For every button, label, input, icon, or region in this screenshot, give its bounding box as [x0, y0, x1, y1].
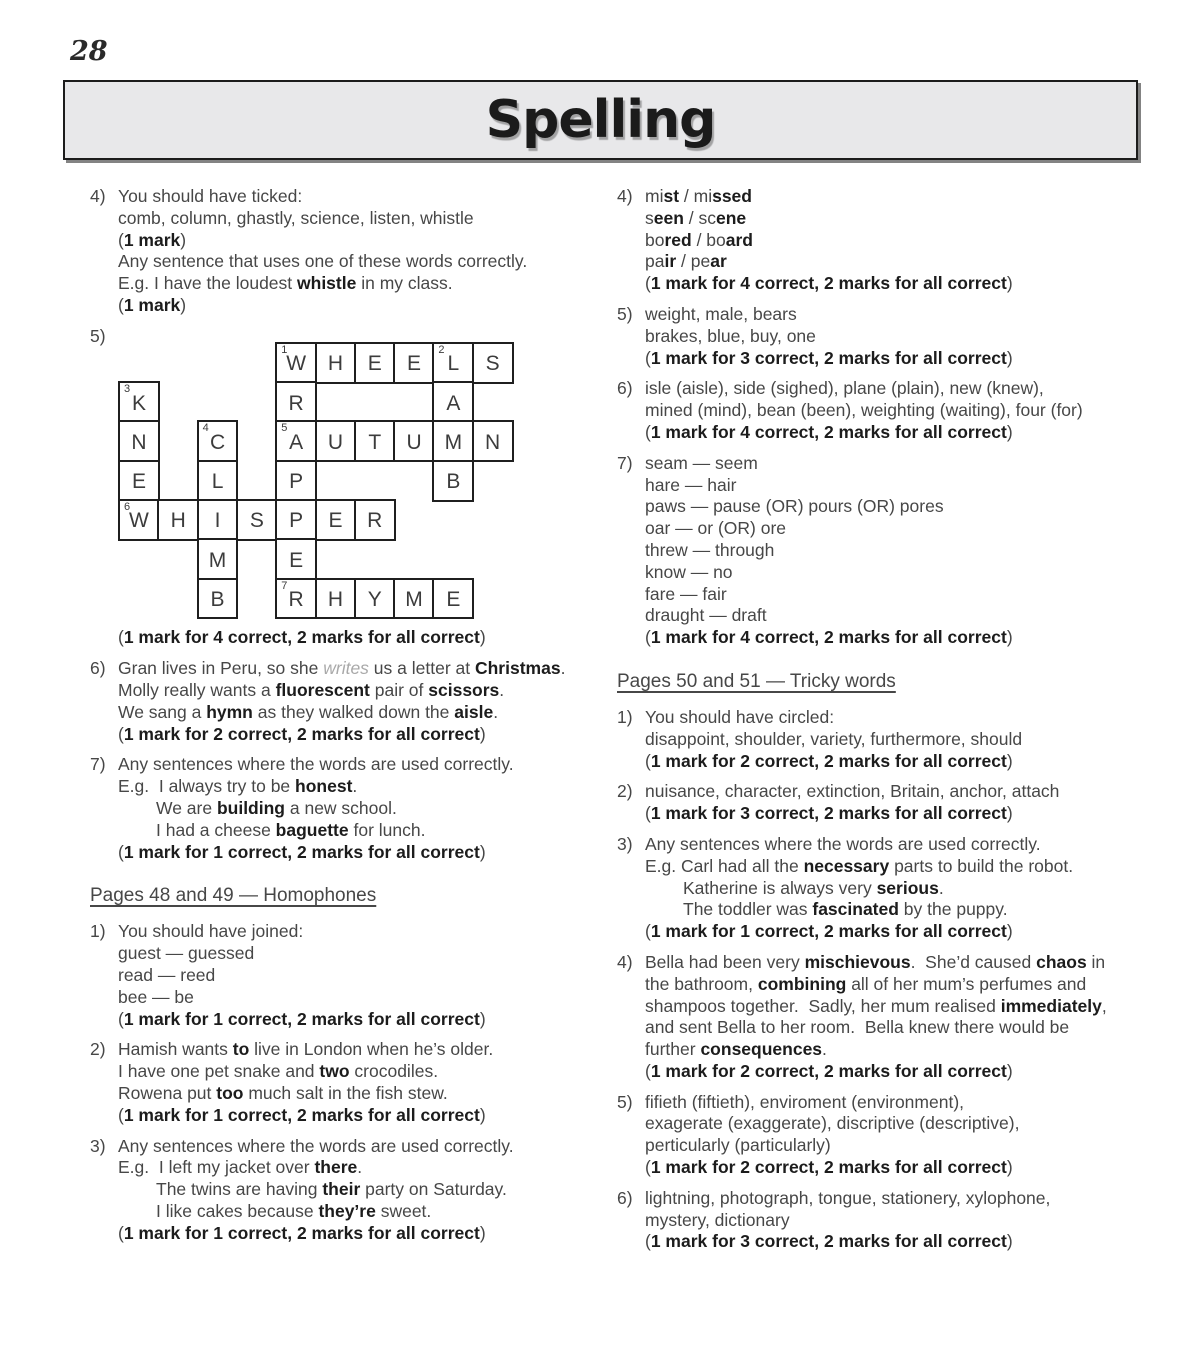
answer-item: [617, 952, 1140, 1083]
item-body: [118, 186, 598, 317]
crossword-cell: [197, 538, 239, 580]
item-number: 4): [617, 186, 633, 206]
answer-item: [617, 1092, 1140, 1179]
marks-line: (1 mark): [118, 294, 187, 315]
answer-line: seen / scene: [645, 207, 747, 228]
answer-line: Any sentence that uses one of these words correctly.: [118, 251, 528, 272]
crossword-cell: [315, 499, 357, 541]
answer-line: disappoint, shoulder, variety, furthermore, should: [645, 728, 1023, 749]
section-heading: Pages 50 and 51 — Tricky words: [617, 670, 896, 692]
crossword-cell: [236, 499, 278, 541]
item-body: [118, 921, 598, 1030]
crossword-cell: [118, 499, 160, 541]
crossword-letter: E: [289, 548, 304, 572]
crossword-letter: E: [407, 352, 422, 376]
answer-line: Any sentences where the words are used correctly.: [118, 1135, 514, 1156]
answer-line: pair / pear: [645, 251, 727, 272]
crossword-cell: [275, 538, 317, 580]
item-body: [645, 707, 1140, 772]
crossword-letter: T: [368, 430, 382, 454]
item-number: 6): [90, 658, 106, 679]
crossword-cell: [354, 420, 396, 462]
answer-line: You should have circled:: [645, 706, 835, 727]
answer-line: mystery, dictionary: [645, 1209, 790, 1230]
answer-line: I have one pet snake and two crocodiles.: [118, 1061, 439, 1082]
crossword-letter: I: [214, 509, 221, 533]
crossword-cell: [118, 381, 160, 423]
right-column: [617, 186, 1140, 1262]
item-number: 3): [90, 1135, 106, 1156]
crossword-letter: S: [485, 352, 500, 376]
answer-line: I had a cheese baguette for lunch.: [156, 819, 426, 840]
marks-line: (1 mark for 2 correct, 2 marks for all correct): [645, 1060, 1013, 1081]
item-body: [118, 658, 598, 745]
item-body: [645, 453, 1140, 649]
answer-line: We are building a new school.: [156, 798, 397, 819]
answer-line: The toddler was fascinated by the puppy.: [683, 899, 1008, 920]
answer-line: I like cakes because they’re sweet.: [156, 1201, 432, 1221]
marks-line: (1 mark for 1 correct, 2 marks for all correct): [118, 841, 486, 862]
crossword-cell: [275, 381, 317, 423]
item-number: 5): [617, 1091, 633, 1112]
marks-line: (1 mark for 3 correct, 2 marks for all correct): [645, 347, 1013, 368]
item-number: 2): [617, 781, 633, 802]
answer-line: bored / board: [645, 229, 753, 250]
item-number: 1): [90, 921, 106, 942]
crossword-cell: [432, 342, 474, 384]
crossword-cell: [275, 342, 317, 384]
crossword-cell: [157, 499, 199, 541]
marks-line: (1 mark for 4 correct, 2 marks for all correct): [645, 627, 1013, 648]
answer-line: Bella had been very mischievous. She’d caused chaos in: [645, 951, 1106, 972]
item-number: 3): [617, 833, 633, 854]
item-number: 1): [617, 706, 633, 727]
marks-line: (1 mark for 2 correct, 2 marks for all correct): [118, 723, 486, 744]
crossword-letter: P: [289, 470, 304, 494]
answer-line: fare — fair: [645, 583, 727, 604]
crossword-cell: [275, 499, 317, 541]
crossword-cell: [432, 381, 474, 423]
answer-item: [617, 453, 1140, 649]
crossword-cell: [432, 578, 474, 620]
item-body: [645, 1188, 1140, 1253]
crossword-letter: A: [289, 430, 304, 454]
item-body: [645, 186, 1140, 295]
item-body: [645, 1092, 1140, 1179]
crossword-letter: A: [446, 391, 461, 415]
answer-line: Gran lives in Peru, so she writes us a letter at Christmas.: [118, 658, 566, 679]
answer-line: guest — guessed: [118, 943, 255, 964]
answer-item: [90, 754, 598, 863]
answer-line: mist / missed: [645, 186, 752, 206]
answer-line: comb, column, ghastly, science, listen, whistle: [118, 207, 474, 228]
crossword-letter: N: [485, 430, 501, 454]
marks-line: (1 mark for 2 correct, 2 marks for all correct): [645, 1157, 1013, 1178]
answer-line: Molly really wants a fluorescent pair of scissors.: [118, 680, 505, 701]
answer-line: oar — or (OR) ore: [645, 518, 786, 539]
page-number: 28: [70, 36, 108, 67]
item-body: [645, 834, 1140, 943]
crossword-letter: B: [446, 470, 461, 494]
crossword-cell: [393, 420, 435, 462]
answer-line: Any sentences where the words are used correctly.: [118, 754, 514, 775]
crossword-cell: [315, 342, 357, 384]
crossword-letter: L: [447, 352, 460, 376]
left-column: [90, 186, 598, 1262]
crossword-letter: S: [249, 509, 264, 533]
crossword-letter: U: [327, 430, 344, 454]
answer-line: lightning, photograph, tongue, stationery, xylophone,: [645, 1187, 1051, 1208]
crossword-cell: [315, 578, 357, 620]
answer-item: [90, 658, 598, 745]
answer-item: [617, 304, 1140, 369]
answer-item: [617, 186, 1140, 295]
answer-item: [617, 1188, 1140, 1253]
crossword-cell: [275, 420, 317, 462]
crossword-cell: [275, 578, 317, 620]
crossword-letter: R: [367, 509, 383, 533]
crossword-clue-number: 5: [281, 422, 288, 435]
faded-word: writes: [323, 658, 369, 679]
marks-line: (1 mark for 4 correct, 2 marks for all correct): [645, 273, 1013, 294]
page-title: Spelling: [485, 90, 716, 150]
item-body: [645, 304, 1140, 369]
crossword-cell: [472, 342, 514, 384]
crossword-cell: [354, 499, 396, 541]
answer-line: and sent Bella to her room. Bella knew there would be: [645, 1017, 1070, 1038]
answer-line: bee — be: [118, 986, 194, 1007]
crossword-cell: [118, 460, 160, 502]
marks-line: (1 mark for 4 correct, 2 marks for all correct): [118, 627, 486, 648]
crossword-cell: [118, 420, 160, 462]
item-number: 4): [90, 186, 106, 206]
crossword-letter: M: [208, 548, 227, 572]
answer-line: You should have ticked:: [118, 186, 303, 206]
crossword-letter: H: [327, 588, 344, 612]
page-title-box: [63, 80, 1138, 160]
answer-line: Any sentences where the words are used correctly.: [645, 833, 1041, 854]
marks-line: (1 mark for 1 correct, 2 marks for all correct): [118, 1008, 486, 1029]
crossword-cell: [472, 420, 514, 462]
crossword-letter: P: [289, 509, 304, 533]
item-body: [118, 1039, 598, 1126]
answer-line: E.g. I left my jacket over there.: [118, 1157, 363, 1178]
crossword-letter: K: [131, 391, 146, 415]
crossword-letter: W: [129, 509, 149, 533]
crossword-letter: M: [444, 430, 463, 454]
answer-item: [617, 834, 1140, 943]
crossword-letter: U: [406, 430, 422, 454]
answer-line: draught — draft: [645, 605, 767, 626]
item-body: [645, 378, 1140, 443]
crossword-clue-number: 4: [202, 422, 209, 435]
answer-item: [90, 921, 598, 1030]
answer-line: threw — through: [645, 539, 775, 560]
crossword-letter: E: [131, 470, 146, 494]
answer-line: Katherine is always very serious.: [683, 877, 944, 898]
crossword-letter: L: [211, 470, 224, 494]
answer-item: [617, 707, 1140, 772]
marks-line: (1 mark for 4 correct, 2 marks for all correct): [645, 421, 1013, 442]
crossword-cell: [432, 420, 474, 462]
answer-line: E.g. Carl had all the necessary parts to build the robot.: [645, 855, 1074, 876]
crossword-cell: [197, 420, 239, 462]
crossword-letter: E: [446, 588, 461, 612]
crossword-cell: [393, 342, 435, 384]
item-number: 6): [617, 1187, 633, 1208]
item-number: 7): [90, 754, 106, 775]
crossword-cell: [354, 342, 396, 384]
answer-line: know — no: [645, 561, 733, 582]
item-number: 5): [90, 325, 106, 346]
answer-line: Rowena put too much salt in the fish stew.: [118, 1083, 448, 1104]
item-number: 6): [617, 378, 633, 399]
crossword-letter: R: [288, 588, 304, 612]
answer-line: E.g. I always try to be honest.: [118, 776, 358, 797]
item-body: [118, 326, 598, 649]
crossword-cell: [197, 460, 239, 502]
item-body: [118, 754, 598, 863]
item-number: 7): [617, 452, 633, 473]
crossword-clue-number: 6: [124, 500, 131, 513]
section-heading: Pages 48 and 49 — Homophones: [90, 885, 377, 907]
answer-line: shampoos together. Sadly, her mum realised immediately,: [645, 995, 1107, 1016]
crossword-cell: [197, 499, 239, 541]
answer-columns: [90, 186, 1140, 1262]
answer-line: further consequences.: [645, 1039, 827, 1060]
item-body: [645, 952, 1140, 1083]
answer-item: [90, 186, 598, 317]
answer-line: nuisance, character, extinction, Britain, anchor, attach: [645, 781, 1060, 802]
marks-line: (1 mark for 1 correct, 2 marks for all correct): [118, 1222, 486, 1243]
crossword-cell: [315, 420, 357, 462]
crossword-letter: E: [328, 509, 343, 533]
marks-line: (1 mark for 3 correct, 2 marks for all correct): [645, 1231, 1013, 1252]
item-number: 2): [90, 1039, 106, 1060]
answer-line: We sang a hymn as they walked down the aisle.: [118, 701, 499, 722]
crossword-letter: M: [405, 588, 423, 612]
answer-item: [90, 1136, 598, 1245]
answer-item: [90, 1039, 598, 1126]
answer-line: isle (aisle), side (sighed), plane (plain), new (knew),: [645, 378, 1044, 399]
answer-line: The twins are having their party on Saturday.: [156, 1179, 507, 1200]
answer-line: exagerate (exaggerate), discriptive (descriptive),: [645, 1113, 1020, 1134]
crossword-letter: W: [286, 352, 307, 376]
marks-line: (1 mark for 1 correct, 2 marks for all correct): [645, 921, 1013, 942]
crossword-letter: E: [367, 352, 382, 376]
item-number: 4): [617, 951, 633, 972]
crossword-cell: [275, 460, 317, 502]
crossword-cell: [197, 578, 239, 620]
answer-line: fifieth (fiftieth), enviroment (environment),: [645, 1091, 965, 1112]
answer-item: [90, 326, 598, 649]
answer-line: brakes, blue, buy, one: [645, 325, 816, 346]
marks-line: (1 mark for 3 correct, 2 marks for all correct): [645, 803, 1013, 824]
answer-line: E.g. I have the loudest whistle in my class.: [118, 273, 453, 294]
answer-line: weight, male, bears: [645, 303, 797, 324]
crossword-clue-number: 7: [281, 579, 288, 592]
crossword-letter: B: [210, 588, 225, 612]
answer-line: perticularly (particularly): [645, 1135, 831, 1156]
answer-line: the bathroom, combining all of her mum’s perfumes and: [645, 973, 1087, 994]
answer-line: Hamish wants to live in London when he’s older.: [118, 1039, 494, 1060]
answer-line: hare — hair: [645, 474, 737, 495]
answer-line: paws — pause (OR) pours (OR) pores: [645, 496, 944, 517]
crossword-cell: [432, 460, 474, 502]
crossword-letter: Y: [367, 588, 382, 612]
crossword-letter: H: [170, 509, 186, 533]
answer-line: You should have joined:: [118, 921, 304, 942]
crossword-clue-number: 1: [281, 343, 288, 356]
crossword-cell: [354, 578, 396, 620]
answer-item: [617, 378, 1140, 443]
marks-line: (1 mark): [118, 229, 187, 250]
crossword-letter: R: [288, 391, 304, 415]
crossword-clue-number: 2: [438, 343, 445, 356]
answer-line: read — reed: [118, 965, 216, 986]
crossword-letter: H: [327, 352, 344, 376]
answer-line: mined (mind), bean (been), weighting (waiting), four (for): [645, 400, 1083, 421]
crossword-grid: [118, 342, 514, 620]
crossword-clue-number: 3: [124, 383, 131, 396]
item-number: 5): [617, 303, 633, 324]
crossword-cell: [393, 578, 435, 620]
marks-line: (1 mark for 1 correct, 2 marks for all correct): [118, 1104, 486, 1125]
item-body: [645, 781, 1140, 825]
answer-line: seam — seem: [645, 452, 758, 473]
answer-item: [617, 781, 1140, 825]
crossword-letter: N: [131, 430, 147, 454]
item-body: [118, 1136, 598, 1245]
marks-line: (1 mark for 2 correct, 2 marks for all correct): [645, 750, 1013, 771]
crossword-letter: C: [209, 430, 226, 454]
